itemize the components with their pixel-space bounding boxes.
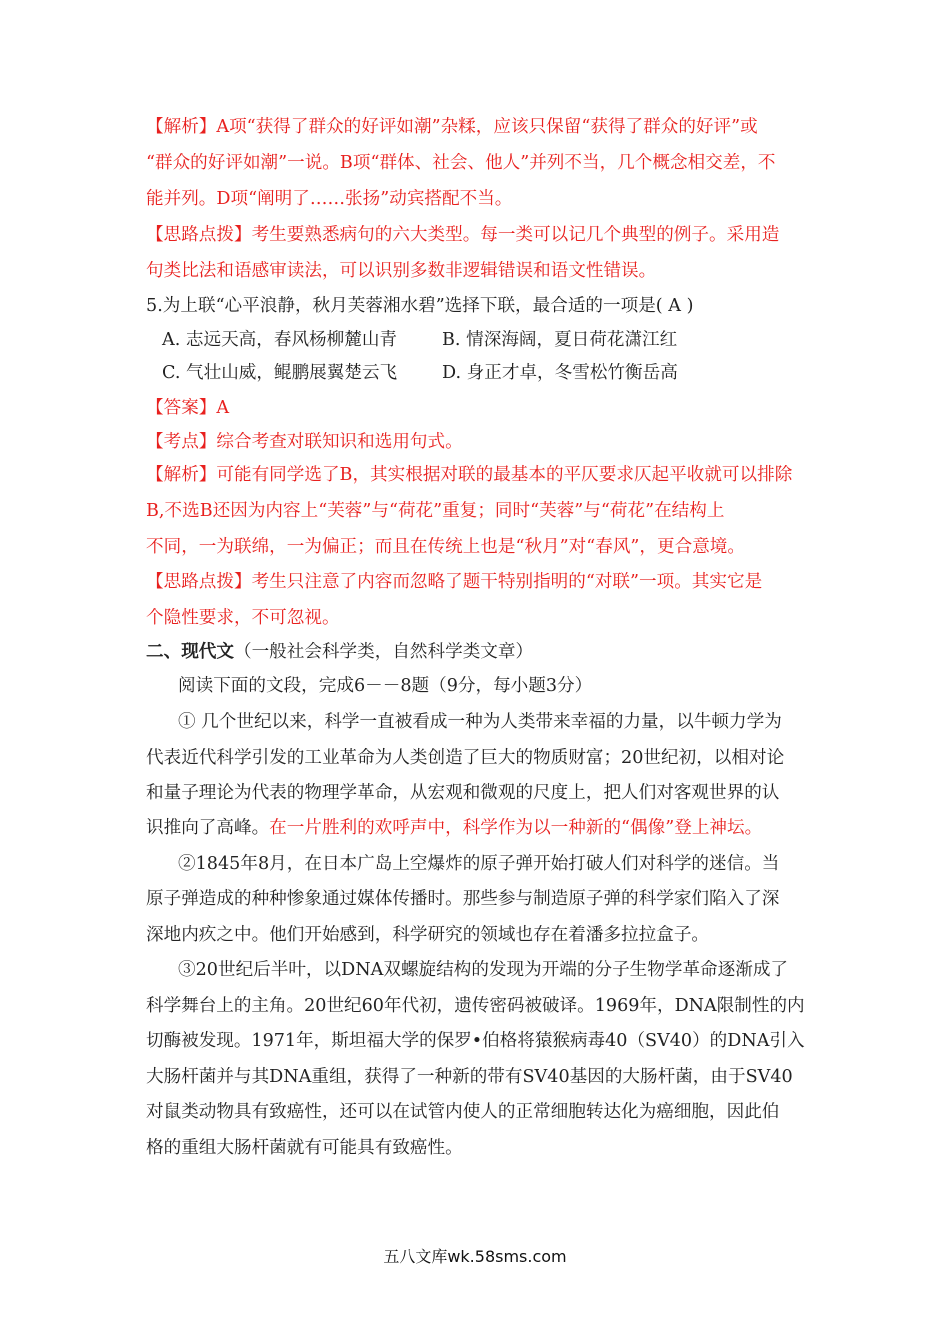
paragraph-line: 对鼠类动物具有致癌性，还可以在试管内使人的正常细胞转达化为癌细胞，因此伯	[146, 1102, 780, 1122]
text-line: 5.为上联“心平浪静，秋月芙蓉湘水碧”选择下联，最合适的一项是( A )	[146, 296, 694, 316]
text-line: 【答案】A	[146, 398, 230, 418]
text-line: 【思路点拨】考生只注意了内容而忽略了题干特别指明的“对联”一项。其实它是	[146, 572, 763, 592]
paragraph-line: ②1845年8月，在日本广岛上空爆炸的原子弹开始打破人们对科学的迷信。当	[178, 854, 780, 874]
section-heading-bold: 二、现代文	[146, 641, 234, 662]
paragraph-line	[146, 817, 762, 839]
text-line: 能并列。D项“阐明了……张扬”动宾搭配不当。	[146, 189, 513, 209]
paragraph-line: 代表近代科学引发的工业革命为人类创造了巨大的物质财富；20世纪初，以相对论	[146, 748, 785, 768]
text-line: 句类比法和语感审读法，可以识别多数非逻辑错误和语文性错误。	[146, 261, 657, 281]
paragraph-line: ① 几个世纪以来，科学一直被看成一种为人类带来幸福的力量，以牛顿力学为	[178, 712, 782, 732]
text-line: 不同，一为联绵，一为偏正；而且在传统上也是“秋月”对“春风”，更合意境。	[146, 537, 745, 557]
paragraph-line: ③20世纪后半叶，以DNA双螺旋结构的发现为开端的分子生物学革命逐渐成了	[178, 960, 789, 980]
paragraph-line: 切酶被发现。1971年，斯坦福大学的保罗•伯格将猿猴病毒40（SV40）的DNA引入	[146, 1031, 805, 1051]
reading-instruction: 阅读下面的文段，完成6－－8题（9分，每小题3分）	[178, 676, 593, 696]
option-right: B. 情深海阔，夏日荷花潇江红	[442, 330, 678, 350]
paragraph-line: 深地内疚之中。他们开始感到，科学研究的领域也存在着潘多拉拉盒子。	[146, 925, 710, 945]
text-line: “群众的好评如潮”一说。B项“群体、社会、他人”并列不当，几个概念相交差，不	[146, 153, 776, 173]
option-left: C. 气壮山威，鲲鹏展翼楚云飞	[162, 363, 398, 383]
paragraph-line: 格的重组大肠杆菌就有可能具有致癌性。	[146, 1138, 463, 1158]
text-line: 【解析】可能有同学选了B，其实根据对联的最基本的平仄要求仄起平收就可以排除	[146, 465, 793, 485]
option-right: D. 身正才卓，冬雪松竹衡岳高	[442, 363, 678, 383]
highlighted-sentence: 在一片胜利的欢呼声中，科学作为以一种新的“偶像”登上神坛。	[269, 818, 763, 838]
paragraph-line: 原子弹造成的种种惨象通过媒体传播时。那些参与制造原子弹的科学家们陷入了深	[146, 889, 780, 909]
text-line: 【考点】综合考查对联知识和选用句式。	[146, 432, 463, 452]
section-heading	[146, 641, 533, 663]
option-left: A. 志远天高，春风杨柳麓山青	[162, 330, 398, 350]
text-line: 【思路点拨】考生要熟悉病句的六大类型。每一类可以记几个典型的例子。采用造	[146, 225, 780, 245]
paragraph-line: 大肠杆菌并与其DNA重组，获得了一种新的带有SV40基因的大肠杆菌，由于SV40	[146, 1067, 793, 1087]
text-line: 个隐性要求，不可忽视。	[146, 608, 340, 628]
paragraph-line: 和量子理论为代表的物理学革命，从宏观和微观的尺度上，把人们对客观世界的认	[146, 783, 780, 803]
paragraph-text: 识推向了高峰。	[146, 818, 270, 838]
text-line: B,不选B还因为内容上“芙蓉”与“荷花”重复；同时“芙蓉”与“荷花”在结构上	[146, 501, 725, 521]
paragraph-line: 科学舞台上的主角。20世纪60年代初，遗传密码被破译。1969年，DNA限制性的内	[146, 996, 805, 1016]
text-line: 【解析】A项“获得了群众的好评如潮”杂糅，应该只保留“获得了群众的好评”或	[146, 117, 758, 137]
section-heading-note: （一般社会科学类，自然科学类文章）	[233, 642, 534, 662]
footer-watermark: 五八文库wk.58sms.com	[383, 1247, 567, 1266]
